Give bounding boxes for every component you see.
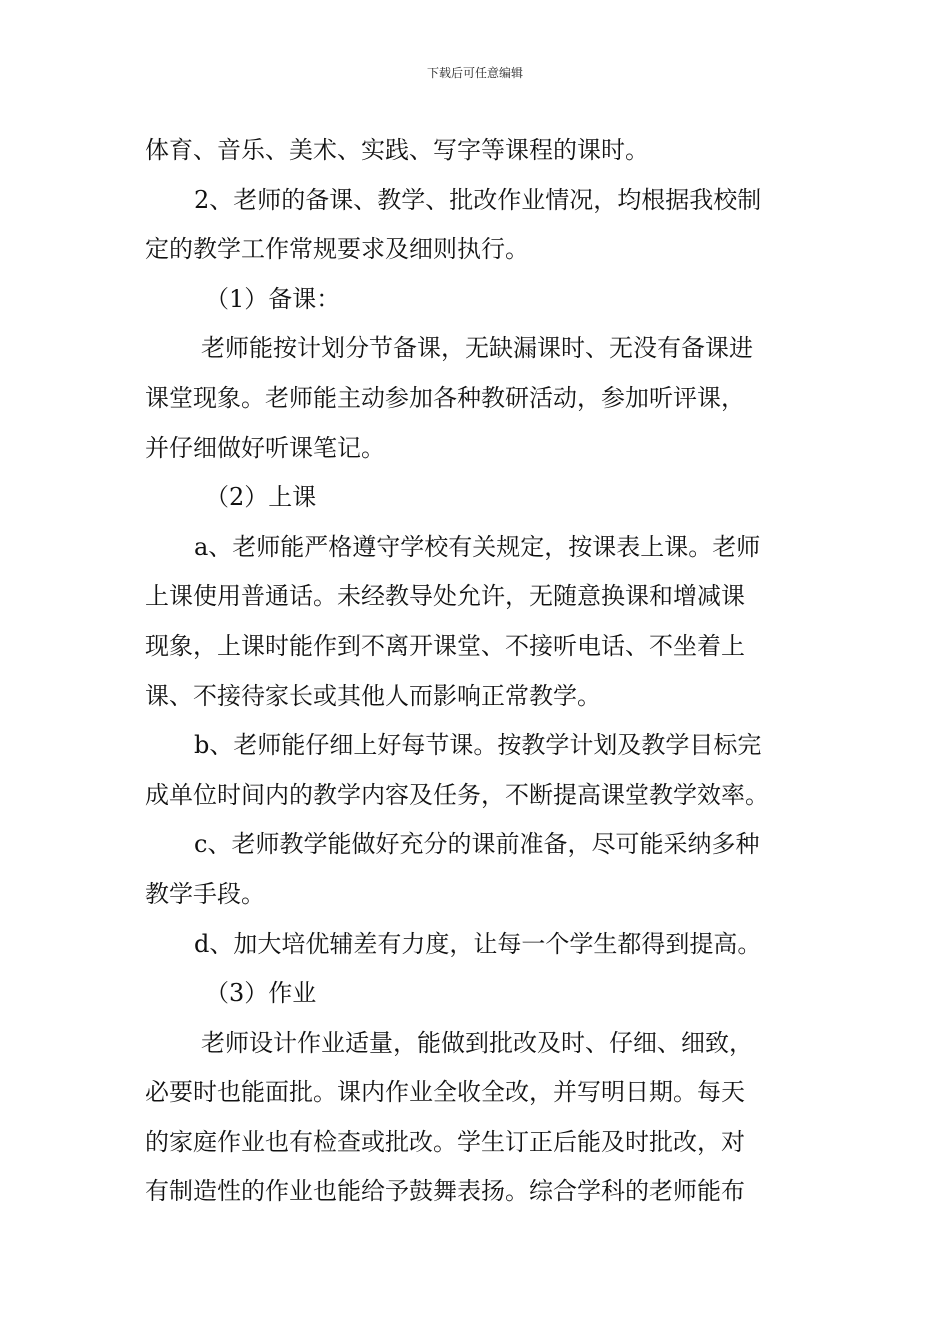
text-line: b、老师能仔细上好每节课。按教学计划及教学目标完 — [194, 731, 762, 760]
text-line: 必要时也能面批。课内作业全收全改，并写明日期。每天 — [145, 1078, 745, 1107]
section-heading: （1）备课： — [205, 284, 341, 313]
text-line: 2、老师的备课、教学、批改作业情况，均根据我校制 — [194, 185, 762, 214]
body-text — [145, 126, 807, 1217]
text-line: 有制造性的作业也能给予鼓舞表扬。综合学科的老师能布 — [145, 1177, 745, 1206]
page-header-note: 下载后可任意编辑 — [426, 66, 523, 80]
section-heading: （3）作业 — [205, 979, 317, 1008]
text-line: 现象，上课时能作到不离开课堂、不接听电话、不坐着上 — [145, 631, 745, 660]
text-line: 教学手段。 — [145, 879, 265, 908]
text-line: 老师设计作业适量，能做到批改及时、仔细、细致， — [201, 1028, 753, 1057]
text-line: 体育、音乐、美术、实践、写字等课程的课时。 — [145, 136, 649, 164]
text-line: d、加大培优辅差有力度，让每一个学生都得到提高。 — [194, 929, 762, 958]
text-line: 课、不接待家长或其他人而影响正常教学。 — [145, 681, 601, 710]
text-line: 的家庭作业也有检查或批改。学生订正后能及时批改，对 — [145, 1127, 745, 1156]
text-line: 课堂现象。老师能主动参加各种教研活动，参加听评课， — [145, 383, 745, 412]
text-line: 定的教学工作常规要求及细则执行。 — [145, 235, 529, 264]
text-line: a、老师能严格遵守学校有关规定，按课表上课。老师 — [194, 532, 761, 561]
text-line: 成单位时间内的教学内容及任务，不断提高课堂教学效率。 — [145, 780, 769, 809]
text-line: 上课使用普通话。未经教导处允许，无随意换课和增减课 — [145, 582, 745, 611]
text-line: 老师能按计划分节备课，无缺漏课时、无没有备课进 — [201, 334, 753, 363]
text-line: c、老师教学能做好充分的课前准备，尽可能采纳多种 — [194, 830, 760, 859]
section-heading: （2）上课 — [205, 483, 317, 512]
text-line: 并仔细做好听课笔记。 — [145, 433, 385, 462]
